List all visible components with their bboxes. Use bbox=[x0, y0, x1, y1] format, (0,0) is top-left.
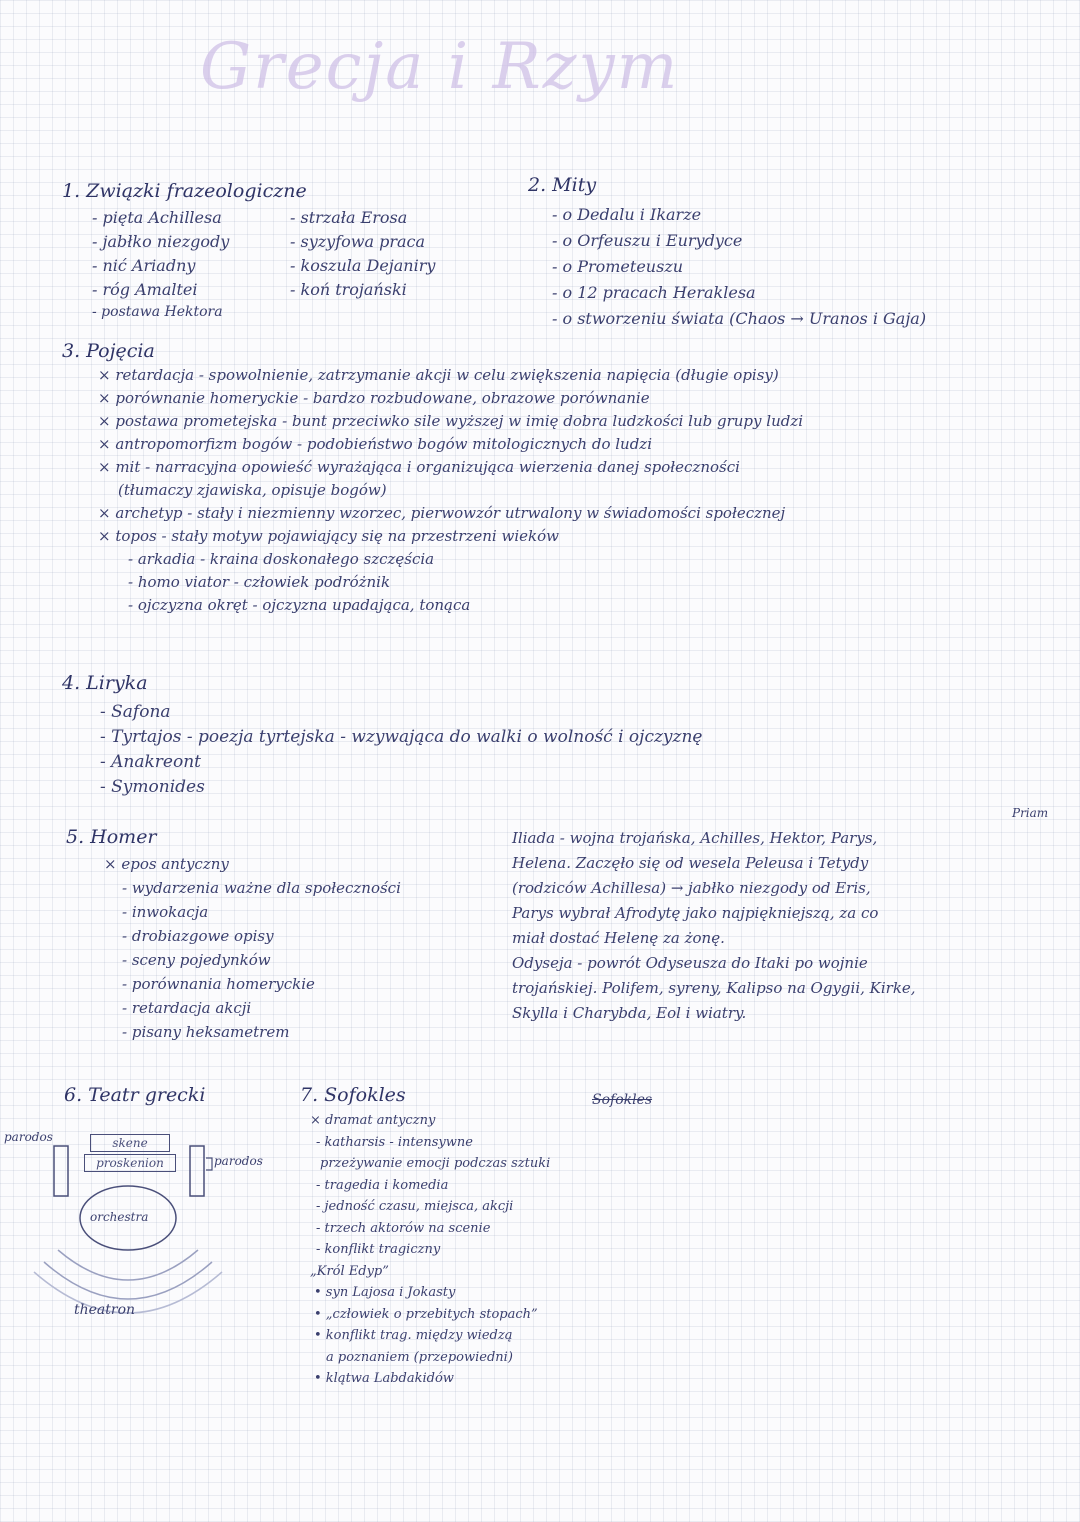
section-7-heading: 7. Sofokles bbox=[300, 1084, 406, 1106]
list-item: przeżywanie emocji podczas sztuki bbox=[320, 1156, 551, 1171]
list-item: - Anakreont bbox=[100, 752, 202, 772]
section-5-heading: 5. Homer bbox=[66, 826, 157, 848]
parodos-bracket bbox=[206, 1158, 212, 1170]
list-item: - nić Ariadny bbox=[92, 256, 196, 275]
list-item: - koszula Dejaniry bbox=[290, 256, 436, 275]
page-title: Grecja i Rzym bbox=[200, 30, 680, 104]
parodos-right-label: parodos bbox=[214, 1154, 263, 1168]
text-line: miał dostać Helenę za żonę. bbox=[512, 929, 725, 947]
proskenion-box bbox=[84, 1154, 176, 1172]
definition-item: × mit - narracyjna opowieść wyrażająca i organizująca wierzenia danej społeczności bbox=[98, 458, 740, 476]
list-item: • syn Lajosa i Jokasty bbox=[314, 1285, 456, 1300]
list-item: - syzyfowa praca bbox=[290, 232, 426, 251]
parodos-right-wall bbox=[190, 1146, 204, 1196]
list-item: - Symonides bbox=[100, 777, 205, 797]
list-item: - o 12 pracach Heraklesa bbox=[552, 283, 756, 302]
list-item: a poznaniem (przepowiedni) bbox=[326, 1349, 513, 1365]
text-line: Odyseja - powrót Odyseusza do Itaki po wojnie bbox=[512, 954, 868, 972]
list-item: - jabłko niezgody bbox=[92, 232, 230, 251]
proskenion-label: proskenion bbox=[96, 1156, 164, 1170]
list-item: - retardacja akcji bbox=[122, 999, 252, 1017]
section-1-heading: 1. Związki frazeologiczne bbox=[62, 180, 307, 202]
crossed-out-word: Sofokles bbox=[592, 1092, 653, 1108]
text-line: Helena. Zaczęło się od wesela Peleusa i Tetydy bbox=[512, 854, 869, 872]
text-line: Iliada - wojna trojańska, Achilles, Hektor, Parys, bbox=[512, 829, 878, 847]
list-item: - tragedia i komedia bbox=[316, 1177, 449, 1193]
list-item: - pisany heksametrem bbox=[122, 1023, 290, 1041]
definition-item: × topos - stały motyw pojawiający się na przestrzeni wieków bbox=[98, 527, 559, 545]
definition-item: (tłumaczy zjawiska, opisuje bogów) bbox=[118, 481, 387, 499]
definition-item: × archetyp - stały i niezmienny wzorzec, pierwowzór utrwalony w świadomości społecznej bbox=[98, 504, 786, 522]
list-item: - porównania homeryckie bbox=[122, 975, 315, 993]
list-item: - Safona bbox=[100, 702, 171, 722]
theatron-arc-1 bbox=[58, 1250, 198, 1280]
text-line: trojańskiej. Polifem, syreny, Kalipso na Ogygii, Kirke, bbox=[512, 979, 916, 997]
skene-label: skene bbox=[112, 1136, 148, 1150]
parodos-left-label: parodos bbox=[4, 1130, 53, 1144]
list-item: - jedność czasu, miejsca, akcji bbox=[316, 1199, 514, 1214]
list-item: - sceny pojedynków bbox=[122, 951, 271, 969]
definition-item: × postawa prometejska - bunt przeciwko sile wyższej w imię dobra ludzkości lub grupy ludzi bbox=[98, 412, 804, 430]
section-7-list bbox=[310, 1110, 550, 1390]
list-item: - o Dedalu i Ikarze bbox=[552, 205, 702, 224]
list-item: • „człowiek o przebitych stopach” bbox=[314, 1306, 538, 1322]
section-6-heading: 6. Teatr grecki bbox=[64, 1084, 206, 1106]
list-item: × dramat antyczny bbox=[310, 1113, 436, 1128]
list-item: - katharsis - intensywne bbox=[316, 1134, 473, 1150]
list-item: - inwokacja bbox=[122, 903, 209, 921]
text-line: Skylla i Charybda, Eol i wiatry. bbox=[512, 1004, 747, 1022]
list-item: - trzech aktorów na scenie bbox=[316, 1220, 491, 1236]
theatron-label: theatron bbox=[74, 1302, 136, 1318]
list-item: - Tyrtajos - poezja tyrtejska - wzywająca do walki o wolność i ojczyznę bbox=[100, 727, 703, 747]
definition-subitem: - ojczyzna okręt - ojczyzna upadająca, tonąca bbox=[128, 596, 471, 614]
list-item: - o stworzeniu świata (Chaos → Uranos i Gaja) bbox=[552, 309, 927, 328]
section-3-heading: 3. Pojęcia bbox=[62, 340, 155, 362]
list-item: - pięta Achillesa bbox=[92, 208, 222, 227]
list-item: - wydarzenia ważne dla społeczności bbox=[122, 879, 401, 897]
list-item: - o Prometeuszu bbox=[552, 257, 684, 276]
definition-item: × porównanie homeryckie - bardzo rozbudowane, obrazowe porównanie bbox=[98, 389, 650, 407]
list-item: • konflikt trag. między wiedzą bbox=[314, 1328, 513, 1343]
list-item: - o Orfeuszu i Eurydyce bbox=[552, 231, 743, 250]
text-line: (rodziców Achillesa) → jabłko niezgody od Eris, bbox=[512, 879, 871, 897]
list-item: - strzała Erosa bbox=[290, 208, 408, 227]
definition-subitem: - homo viator - człowiek podróżnik bbox=[128, 573, 391, 591]
definition-subitem: - arkadia - kraina doskonałego szczęścia bbox=[128, 550, 435, 568]
list-item: - róg Amaltei bbox=[92, 280, 198, 299]
parodos-left-wall bbox=[54, 1146, 68, 1196]
list-item: × epos antyczny bbox=[104, 855, 229, 873]
definition-item: × retardacja - spowolnienie, zatrzymanie akcji w celu zwiększenia napięcia (długie opisy) bbox=[98, 366, 779, 384]
list-item: - konflikt tragiczny bbox=[316, 1242, 441, 1257]
list-item: - postawa Hektora bbox=[92, 304, 223, 320]
list-item: • klątwa Labdakidów bbox=[314, 1371, 454, 1386]
text-line: Parys wybrał Afrodytę jako najpiękniejszą, za co bbox=[512, 904, 879, 922]
definition-item: × antropomorfizm bogów - podobieństwo bogów mitologicznych do ludzi bbox=[98, 435, 653, 453]
skene-box bbox=[90, 1134, 170, 1152]
list-item: „Król Edyp” bbox=[310, 1263, 389, 1279]
priam-note: Priam bbox=[1012, 806, 1049, 820]
list-item: - drobiazgowe opisy bbox=[122, 927, 274, 945]
section-4-heading: 4. Liryka bbox=[62, 672, 148, 694]
section-2-heading: 2. Mity bbox=[528, 174, 597, 196]
orchestra-label: orchestra bbox=[90, 1210, 149, 1224]
list-item: - koń trojański bbox=[290, 280, 407, 299]
